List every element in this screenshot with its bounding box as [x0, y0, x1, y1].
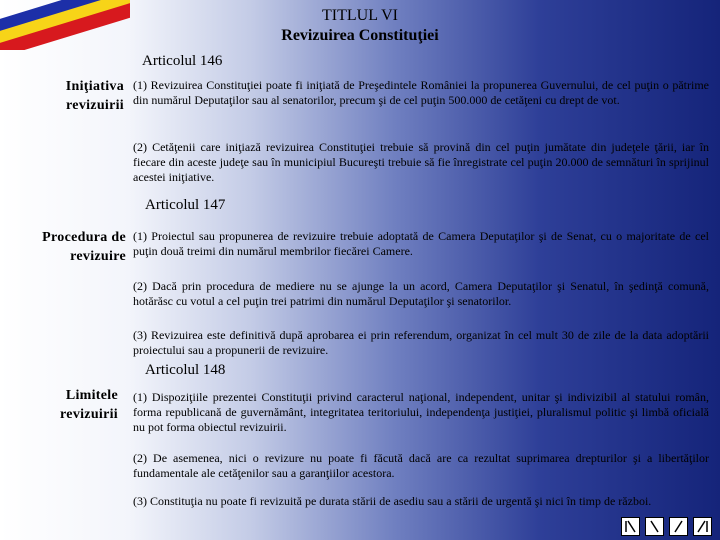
first-slide-button[interactable] — [621, 517, 640, 536]
paragraph-147-2: (2) Dacă prin procedura de mediere nu se ajunge la un acord, Camera Deputaţilor şi Senatul, în şedinţă comună, hotărăsc cu votul a cel puţin trei patrimi din numărul Deputaţilor şi senatorilor. — [133, 279, 709, 308]
label-line: Iniţiativa — [65, 79, 124, 94]
title-line-1: TITLUL VI — [322, 7, 398, 24]
paragraph-146-2: (2) Cetăţenii care iniţiază revizuirea Constituţiei trebuie să provină din cel puţin jumătate din judeţele ţării, iar în fiecare din aceste judeţe sau în municipiul Bucureşti trebuie să fie înregistrate cel puţin 20.000 de semnături în sprijinul acestei iniţiative. — [133, 140, 709, 184]
paragraph-148-3: (3) Constituţia nu poate fi revizuită pe durata stării de asediu sau a stării de urgentă şi nici în timp de război. — [133, 494, 652, 508]
title-line-2: Revizuirea Constituţiei — [281, 27, 439, 44]
paragraph-147-3: (3) Revizuirea este definitivă după aprobarea ei prin referendum, organizat în cel mult 30 de zile de la data adoptării proiectului sau a propunerii de revizuire. — [133, 328, 709, 357]
article-148-heading: Articolul 148 — [145, 362, 226, 378]
previous-slide-icon — [646, 518, 663, 535]
last-slide-icon — [694, 518, 711, 535]
label-line: Procedura de — [42, 230, 126, 245]
paragraph-148-2: (2) De asemenea, nici o revizure nu poate fi făcută dacă are ca rezultat suprimarea drepturilor şi a libertăţilor fundamentale ale cetăţenilor sau a garanţiilor acestora. — [133, 451, 709, 480]
section-label-limitele — [10, 386, 118, 424]
paragraph-148-1: (1) Dispoziţiile prezentei Constituţii privind caracterul naţional, independent, unitar şi indivizibil al statului român, forma republicană de guvernământ, integritatea teritoriului, independenţa justiţiei, pluralismul politic şi limbă oficială nu pot forma obiectul revizuirii. — [133, 390, 709, 434]
label-line: Limitele — [65, 388, 118, 403]
section-label-initiativa — [20, 77, 124, 115]
article-147-heading: Articolul 147 — [145, 197, 226, 213]
label-line: revizuirii — [66, 98, 124, 113]
paragraph-147-1: (1) Proiectul sau propunerea de revizuire trebuie adoptată de Camera Deputaţilor şi de Senat, cu o majoritate de cel puţin două treimi din numărul membrilor fiecărei Camere. — [133, 229, 709, 258]
previous-slide-button[interactable] — [645, 517, 664, 536]
last-slide-button[interactable] — [693, 517, 712, 536]
paragraph-146-1: (1) Revizuirea Constituţiei poate fi iniţiată de Preşedintele României la propunerea Guvernului, de cel puţin o pătrime din numărul Deputaţilor sau al senatorilor, precum şi de cel puţin 500.000 de cetăţeni cu drept de vot. — [133, 78, 709, 107]
article-146-heading: Articolul 146 — [142, 53, 223, 69]
slide-title — [0, 6, 720, 46]
next-slide-button[interactable] — [669, 517, 688, 536]
label-line: revizuirii — [60, 407, 118, 422]
section-label-procedura — [10, 228, 126, 266]
label-line: revizuire — [70, 249, 126, 264]
first-slide-icon — [622, 518, 639, 535]
next-slide-icon — [670, 518, 687, 535]
